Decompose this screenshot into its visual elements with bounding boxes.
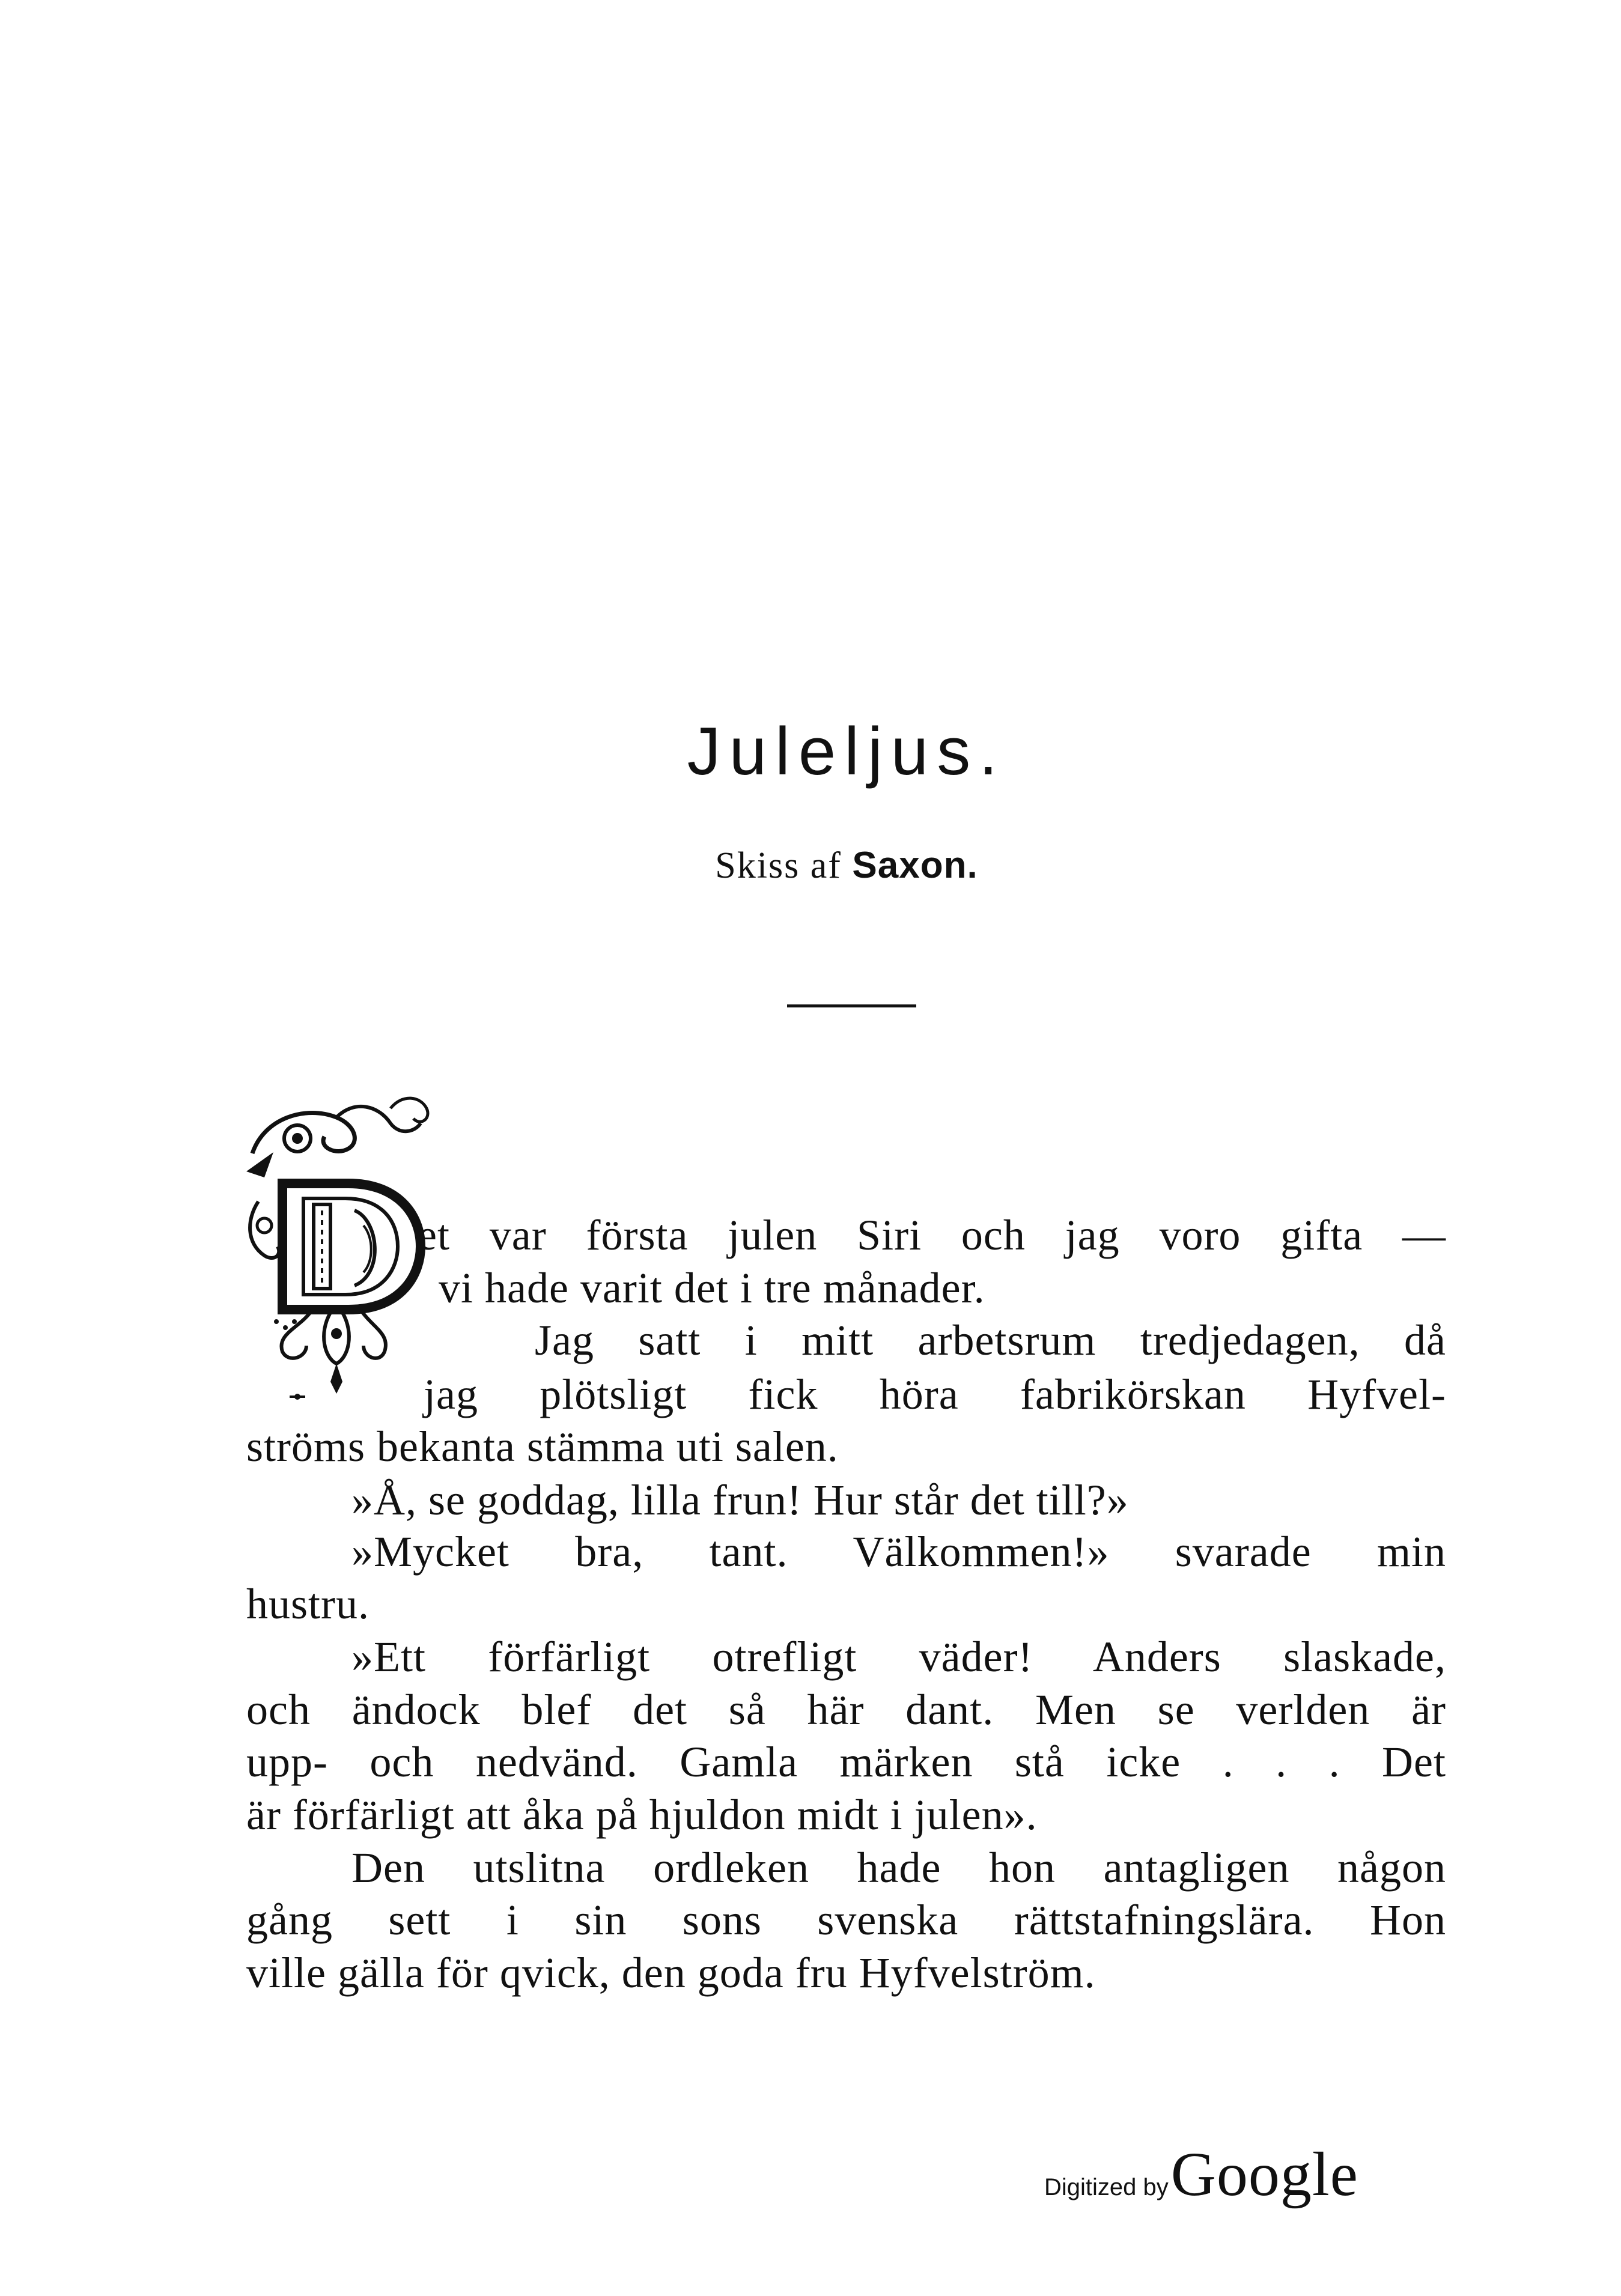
author-name: Saxon. [852,845,978,886]
google-logo: Google [1170,2140,1358,2209]
text-line: hustru. [246,1580,370,1628]
text-line: ville gälla för qvick, den goda fru Hyfvelström. [246,1949,1096,1997]
text-line: »Å, se goddag, lilla frun! Hur står det till?» [351,1476,1129,1524]
text-line: vi hade varit det i tre månader. [439,1264,985,1312]
subtitle-prefix: Skiss af [715,845,842,886]
text-line: är förfärligt att åka på hjuldon midt i julen». [246,1791,1038,1839]
text-line: »Mycket bra, tant. Välkommen!» svarade min [351,1528,1446,1576]
text-line: gång sett i sin sons svenska rättstafningslära. Hon [246,1896,1446,1944]
chapter-title: Juleljus. [687,714,1006,789]
section-divider [787,1004,916,1007]
digitized-by-watermark [1044,2139,1358,2210]
text-line: Den utslitna ordleken hade hon antagligen någon [351,1844,1446,1892]
text-line: ströms bekanta stämma uti salen. [246,1423,839,1471]
text-line: et var första julen Siri och jag voro gifta — [418,1211,1446,1259]
chapter-subtitle [0,847,1621,884]
text-line: Jag satt i mitt arbetsrum tredjedagen, då [535,1316,1446,1364]
watermark-prefix: Digitized by [1044,2174,1169,2200]
text-line: och ändock blef det så här dant. Men se verlden är [246,1686,1446,1734]
text-line: upp- och nedvänd. Gamla märken stå icke . . . Det [246,1738,1446,1786]
text-line: »Ett förfärligt otrefligt väder! Anders slaskade, [351,1633,1446,1681]
text-line: jag plötsligt fick höra fabrikörskan Hyfvel- [424,1370,1446,1418]
